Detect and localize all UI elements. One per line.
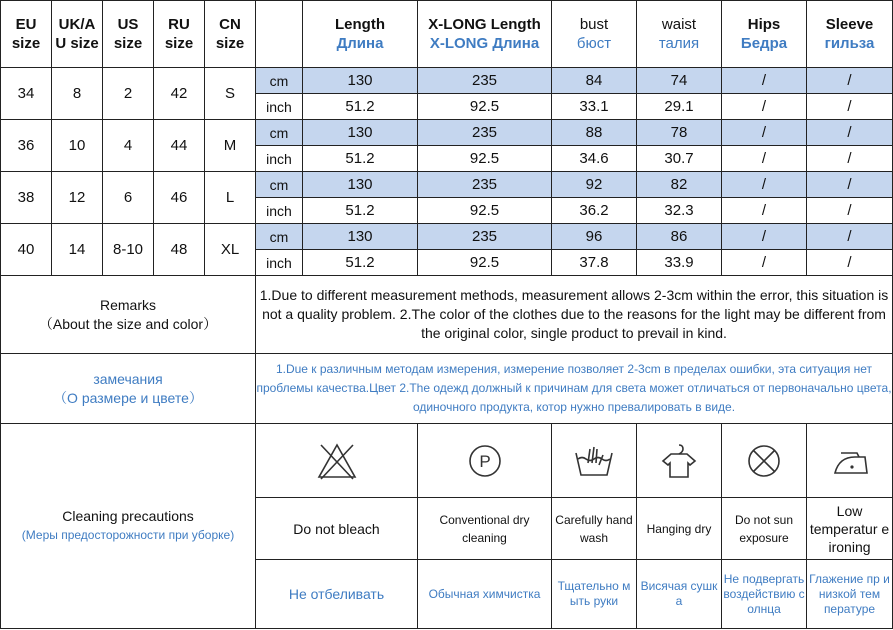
dry-clean-icon <box>418 424 552 498</box>
bust-value: 34.6 <box>552 146 637 172</box>
cleaning-title: Cleaning precautions <box>62 508 194 524</box>
table-row <box>1 224 893 250</box>
bust-value: 84 <box>552 68 637 94</box>
bust-value: 92 <box>552 172 637 198</box>
sleeve-value: / <box>807 198 893 224</box>
size-uk: 14 <box>52 224 103 276</box>
hips-value: / <box>722 146 807 172</box>
table-row <box>1 172 893 198</box>
care-label-en: Low temperatur e ironing <box>807 498 893 560</box>
waist-value: 86 <box>637 224 722 250</box>
length-value: 51.2 <box>303 250 418 276</box>
size-cn: XL <box>205 224 256 276</box>
sleeve-value: / <box>807 68 893 94</box>
unit-inch: inch <box>256 198 303 224</box>
header-hips: Hips Бедра <box>722 1 807 68</box>
remarks-row <box>1 276 893 354</box>
hips-value: / <box>722 250 807 276</box>
remarks-label <box>1 276 256 354</box>
xlong-value: 235 <box>418 224 552 250</box>
bust-value: 33.1 <box>552 94 637 120</box>
header-xlong: X-LONG Length X-LONG Длина <box>418 1 552 68</box>
remarks-ru-row <box>1 354 893 424</box>
remarks-ru-title: замечания <box>93 370 163 387</box>
waist-value: 29.1 <box>637 94 722 120</box>
size-us: 8-10 <box>103 224 154 276</box>
hips-value: / <box>722 172 807 198</box>
bust-value: 36.2 <box>552 198 637 224</box>
xlong-value: 92.5 <box>418 250 552 276</box>
unit-cm: cm <box>256 224 303 250</box>
xlong-value: 235 <box>418 172 552 198</box>
cleaning-subtitle: (Меры предосторожности при уборке) <box>21 528 235 542</box>
size-eu: 40 <box>1 224 52 276</box>
no-tumble-dry-icon <box>722 424 807 498</box>
remarks-text: 1.Due to different measurement methods, measurement allows 2-3cm within the error, this situation is not a quality problem. 2.The color of the clothes due to the reasons for the light may be different from the original color, single product to prevail in kind. <box>256 276 893 354</box>
sleeve-value: / <box>807 94 893 120</box>
size-uk: 12 <box>52 172 103 224</box>
hips-value: / <box>722 120 807 146</box>
sleeve-value: / <box>807 172 893 198</box>
waist-value: 74 <box>637 68 722 94</box>
header-bust: bust бюст <box>552 1 637 68</box>
care-label-en: Carefully hand wash <box>552 498 637 560</box>
unit-cm: cm <box>256 120 303 146</box>
length-value: 130 <box>303 224 418 250</box>
care-label-ru: Обычная химчистка <box>418 560 552 629</box>
header-cn: CN size <box>205 1 256 68</box>
unit-cm: cm <box>256 172 303 198</box>
sleeve-value: / <box>807 224 893 250</box>
bust-value: 37.8 <box>552 250 637 276</box>
header-row <box>1 1 893 68</box>
unit-inch: inch <box>256 250 303 276</box>
size-uk: 10 <box>52 120 103 172</box>
care-label-en: Hanging dry <box>637 498 722 560</box>
waist-value: 78 <box>637 120 722 146</box>
length-value: 130 <box>303 172 418 198</box>
unit-inch: inch <box>256 146 303 172</box>
hips-value: / <box>722 68 807 94</box>
cleaning-icons-row <box>1 424 893 498</box>
header-sleeve: Sleeve гильза <box>807 1 893 68</box>
header-ru-size: RU size <box>154 1 205 68</box>
header-us: US size <box>103 1 154 68</box>
remarks-ru-subtitle: （О размере и цвете） <box>53 389 203 406</box>
sleeve-value: / <box>807 146 893 172</box>
unit-inch: inch <box>256 94 303 120</box>
waist-value: 82 <box>637 172 722 198</box>
size-uk: 8 <box>52 68 103 120</box>
size-us: 6 <box>103 172 154 224</box>
header-length: Length Длина <box>303 1 418 68</box>
care-label-en: Conventional dry cleaning <box>418 498 552 560</box>
low-iron-icon <box>807 424 893 498</box>
length-value: 51.2 <box>303 146 418 172</box>
waist-value: 30.7 <box>637 146 722 172</box>
remarks-ru-label <box>1 354 256 424</box>
size-cn: M <box>205 120 256 172</box>
bust-value: 96 <box>552 224 637 250</box>
xlong-value: 235 <box>418 120 552 146</box>
remarks-subtitle: （About the size and color） <box>38 315 218 332</box>
table-row <box>1 68 893 94</box>
length-value: 51.2 <box>303 198 418 224</box>
header-waist: waist талия <box>637 1 722 68</box>
svg-text:P: P <box>478 451 491 471</box>
xlong-value: 92.5 <box>418 198 552 224</box>
size-eu: 34 <box>1 68 52 120</box>
waist-value: 32.3 <box>637 198 722 224</box>
hand-wash-icon <box>552 424 637 498</box>
size-ru: 48 <box>154 224 205 276</box>
cleaning-label <box>1 424 256 629</box>
size-us: 2 <box>103 68 154 120</box>
size-ru: 44 <box>154 120 205 172</box>
care-label-en: Do not sun exposure <box>722 498 807 560</box>
header-eu: EU size <box>1 1 52 68</box>
remarks-ru-text: 1.Due к различным методам измерения, измерение позволяет 2-3cm в пределах ошибки, эта ситуация нет проблемы качества.Цвет 2.The одежд должный к причинам для света может отличаться от первоначально цвета, одиночного продукта, котор нужно превалировать в виде. <box>256 354 893 424</box>
unit-cm: cm <box>256 68 303 94</box>
waist-value: 33.9 <box>637 250 722 276</box>
bust-value: 88 <box>552 120 637 146</box>
size-cn: L <box>205 172 256 224</box>
xlong-value: 92.5 <box>418 146 552 172</box>
header-uk: UK/A U size <box>52 1 103 68</box>
length-value: 51.2 <box>303 94 418 120</box>
care-label-en: Do not bleach <box>256 498 418 560</box>
size-eu: 36 <box>1 120 52 172</box>
length-value: 130 <box>303 68 418 94</box>
hips-value: / <box>722 198 807 224</box>
sleeve-value: / <box>807 250 893 276</box>
length-value: 130 <box>303 120 418 146</box>
hanging-dry-icon <box>637 424 722 498</box>
xlong-value: 235 <box>418 68 552 94</box>
care-label-ru: Не подвергать воздействию с олнца <box>722 560 807 629</box>
size-us: 4 <box>103 120 154 172</box>
sleeve-value: / <box>807 120 893 146</box>
no-bleach-icon <box>256 424 418 498</box>
care-label-ru: Висячая сушк а <box>637 560 722 629</box>
hips-value: / <box>722 224 807 250</box>
remarks-title: Remarks <box>99 296 156 313</box>
care-label-ru: Глажение пр и низкой тем пературе <box>807 560 893 629</box>
table-row <box>1 120 893 146</box>
size-eu: 38 <box>1 172 52 224</box>
size-ru: 46 <box>154 172 205 224</box>
size-cn: S <box>205 68 256 120</box>
header-unit <box>256 1 303 68</box>
xlong-value: 92.5 <box>418 94 552 120</box>
care-label-ru: Не отбеливать <box>256 560 418 629</box>
size-ru: 42 <box>154 68 205 120</box>
care-label-ru: Тщательно м ыть руки <box>552 560 637 629</box>
hips-value: / <box>722 94 807 120</box>
